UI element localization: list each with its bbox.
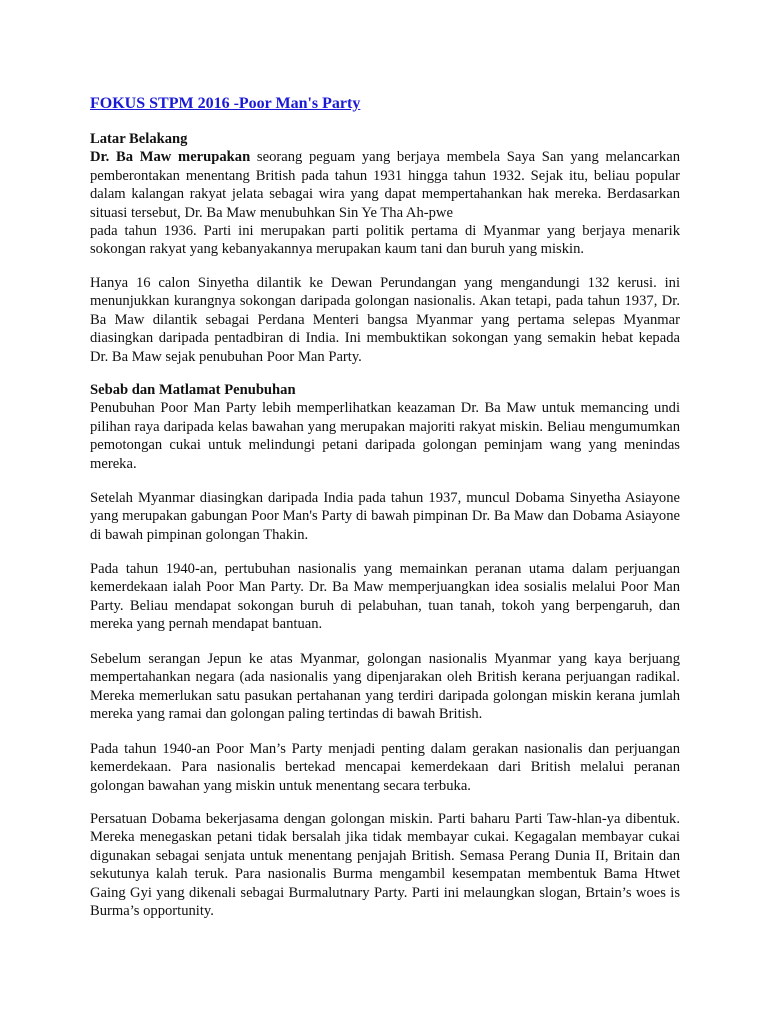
paragraph-2: Hanya 16 calon Sinyetha dilantik ke Dewan Perundangan yang mengandungi 132 kerusi. ini menunjukkan kurangnya sokongan daripada golongan nasionalis. Akan tetapi, pada tahun 1937, Dr. Ba Maw dilantik sebagai Perdana Menteri bangsa Myanmar yang pertama selepas Myanmar diasingkan daripada pentadbiran di India. Ini membuktikan sokongan yang semakin hebat kepada Dr. Ba Maw sejak penubuhan Poor Man Party. bbox=[90, 275, 680, 365]
paragraph-text: seorang peguam yang berjaya membela Saya San yang melancarkan pemberontakan menentang British pada tahun 1931 hingga tahun 1932. Sejak itu, beliau popular dalam kalangan rakyat jelata sebagai wira yang dapat mempertahankan hak mereka. Berdasarkan situasi tersebut, Dr. Ba Maw menubuhkan Sin Ye Tha Ah-pwe bbox=[90, 149, 680, 221]
section-heading: Latar Belakang bbox=[90, 131, 188, 147]
lead-text: Dr. Ba Maw merupakan bbox=[90, 149, 251, 166]
paragraph-text: Penubuhan Poor Man Party lebih memperlihatkan keazaman Dr. Ba Maw untuk memancing undi pilihan raya daripada kelas bawahan yang merupakan majoriti rakyat miskin. Beliau mengumumkan pemotongan cukai untuk melindungi petani daripada golongan peminjam wang yang menindas mereka. bbox=[90, 400, 680, 472]
document-title[interactable]: FOKUS STPM 2016 -Poor Man's Party bbox=[90, 95, 361, 112]
section-latar-belakang bbox=[90, 130, 680, 222]
paragraph-1b: pada tahun 1936. Parti ini merupakan parti politik pertama di Myanmar yang berjaya menarik sokongan rakyat yang kebanyakannya merupakan kaum tani dan buruh yang miskin. bbox=[90, 223, 680, 258]
section-sebab-matlamat bbox=[90, 381, 680, 473]
section-heading: Sebab dan Matlamat Penubuhan bbox=[90, 382, 296, 398]
paragraph-5: Sebelum serangan Jepun ke atas Myanmar, golongan nasionalis Myanmar yang kaya berjuang mempertahankan negara (ada nasionalis yang dipenjarakan oleh British kerana perjuangan radikal. Mereka memerlukan satu pasukan pertahanan yang terdiri daripada golongan miskin kerana jumlah mereka yang ramai dan golongan paling tertindas di bawah British. bbox=[90, 651, 680, 723]
paragraph-4: Pada tahun 1940-an, pertubuhan nasionalis yang memainkan peranan utama dalam perjuangan kemerdekaan ialah Poor Man Party. Dr. Ba Maw memperjuangkan idea sosialis melalui Poor Man Party. Beliau mendapat sokongan buruh di pelabuhan, tuan tanah, tokoh yang berpengaruh, dan mereka yang pernah mendapat bantuan. bbox=[90, 561, 680, 633]
paragraph-7: Persatuan Dobama bekerjasama dengan golongan miskin. Parti baharu Parti Taw-hlan-ya dibentuk. Mereka menegaskan petani tidak bersalah jika tidak membayar cukai. Kegagalan membayar cukai digunakan sebagai senjata untuk menentang penjajah British. Semasa Perang Dunia II, Britain dan sekutunya kalah teruk. Para nasionalis Burma mengambil kesempatan membentuk Bama Htwet Gaing Gyi yang dikenali sebagai Burmalutnary Party. Parti ini melaungkan slogan, Brtain’s woes is Burma’s opportunity. bbox=[90, 811, 680, 920]
paragraph-6: Pada tahun 1940-an Poor Man’s Party menjadi penting dalam gerakan nasionalis dan perjuangan kemerdekaan. Para nasionalis bertekad mencapai kemerdekaan dari British melalui peranan golongan bawahan yang miskin untuk menentang secara terbuka. bbox=[90, 741, 680, 794]
paragraph-3: Setelah Myanmar diasingkan daripada India pada tahun 1937, muncul Dobama Sinyetha Asiayone yang merupakan gabungan Poor Man's Party di bawah pimpinan Dr. Ba Maw dan Dobama Asiayone di bawah pimpinan golongan Thakin. bbox=[90, 490, 680, 543]
